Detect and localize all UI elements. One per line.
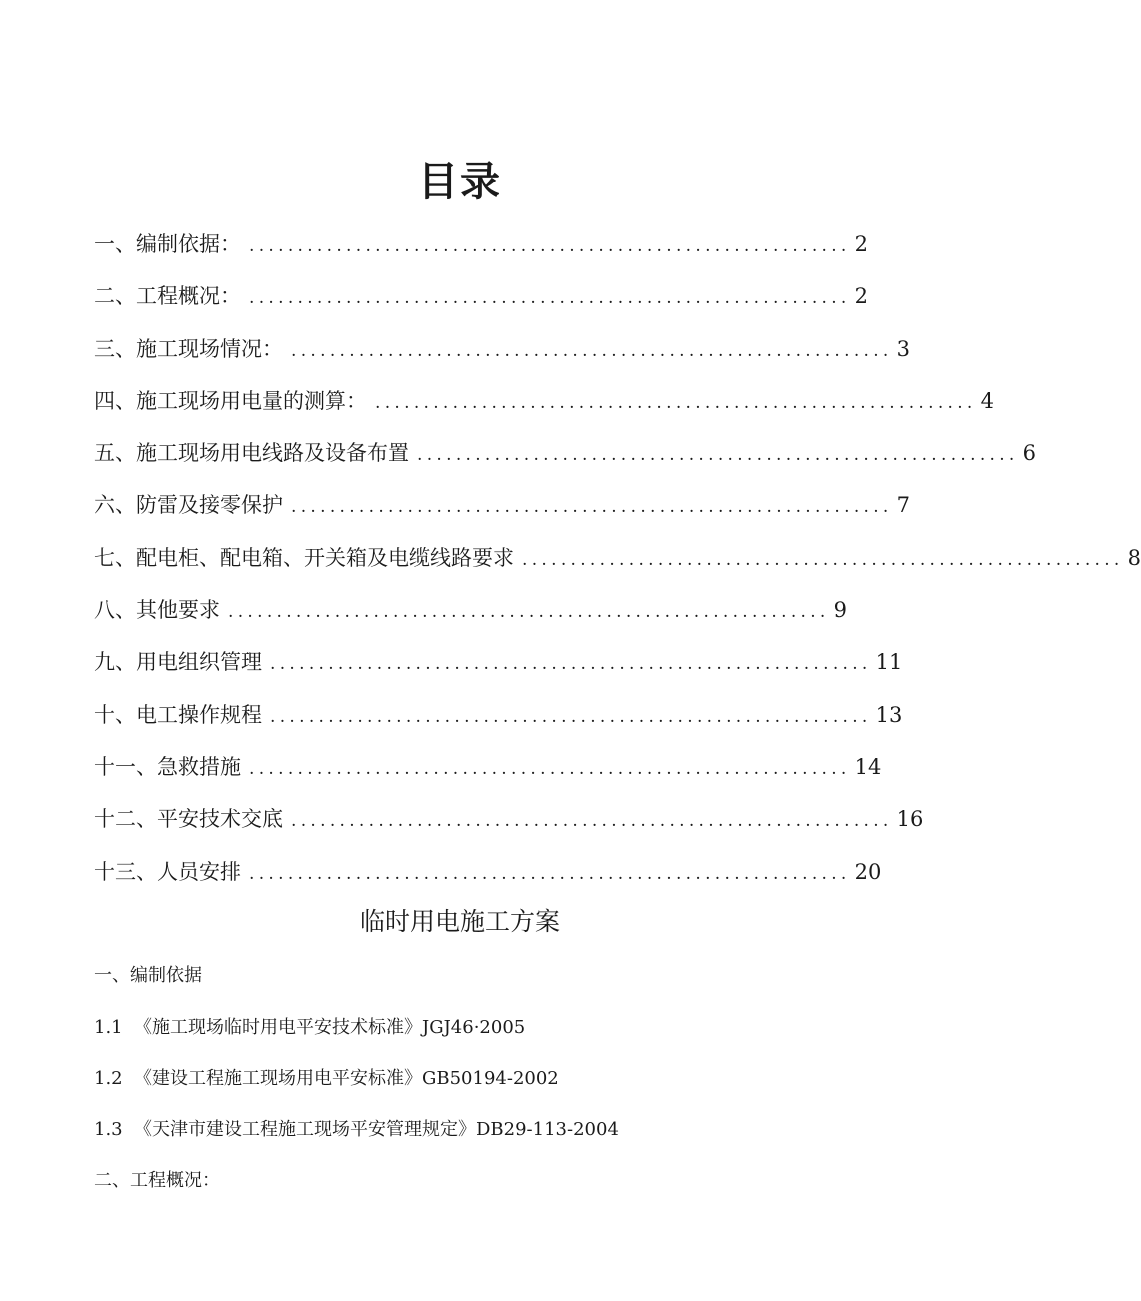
reference-number: 1.2 <box>94 1068 123 1089</box>
toc-entry[interactable] <box>94 226 869 278</box>
toc-leader-dots: .............................................................. <box>522 549 1124 570</box>
toc-leader-dots: .............................................................. <box>375 392 977 413</box>
toc-entry[interactable] <box>94 644 903 696</box>
reference-text: 《建设工程施工现场用电平安标准》GB50194-2002 <box>134 1068 559 1089</box>
toc-entry-label: 八、其他要求 <box>94 598 220 623</box>
reference-text: 《施工现场临时用电平安技术标准》JGJ46·2005 <box>134 1017 526 1038</box>
toc-entry-label: 十一、急救措施 <box>94 754 241 779</box>
toc-entry[interactable] <box>94 487 911 539</box>
reference-item <box>94 1115 619 1141</box>
toc-title: 目录 <box>418 159 502 205</box>
section-heading-basis: 一、编制依据 <box>94 965 202 986</box>
toc-leader-dots: .............................................................. <box>291 811 893 832</box>
toc-leader-dots: .............................................................. <box>417 445 1019 466</box>
toc-entry-page: 3 <box>896 336 911 361</box>
reference-item <box>94 1064 559 1090</box>
toc-entry-page: 20 <box>854 859 882 884</box>
toc-leader-dots: .............................................................. <box>228 602 830 623</box>
toc-entry[interactable] <box>94 592 848 644</box>
toc-entry[interactable] <box>94 540 1141 592</box>
toc-entry-page: 8 <box>1127 545 1141 570</box>
toc-entry-page: 14 <box>854 754 882 779</box>
toc-leader-dots: .............................................................. <box>291 497 893 518</box>
toc-entry-page: 7 <box>896 493 911 518</box>
section-heading-overview: 二、工程概况： <box>94 1170 220 1191</box>
toc-entry-page: 13 <box>875 702 903 727</box>
toc-leader-dots: .............................................................. <box>270 706 872 727</box>
toc-entry[interactable] <box>94 435 1037 487</box>
toc-leader-dots: .............................................................. <box>249 863 851 884</box>
toc-leader-dots: .............................................................. <box>249 288 851 309</box>
toc-entry-page: 11 <box>875 650 903 675</box>
toc-leader-dots: .............................................................. <box>270 654 872 675</box>
reference-number: 1.1 <box>94 1017 123 1038</box>
toc-leader-dots: .............................................................. <box>291 340 893 361</box>
toc-entry-page: 9 <box>833 598 848 623</box>
toc-entry-label: 九、用电组织管理 <box>94 650 262 675</box>
toc-list <box>94 226 1141 906</box>
toc-entry-label: 六、防雷及接零保护 <box>94 493 283 518</box>
toc-entry-label: 四、施工现场用电量的测算： <box>94 388 367 413</box>
reference-item <box>94 1013 525 1039</box>
toc-entry-page: 6 <box>1022 441 1037 466</box>
toc-entry[interactable] <box>94 278 869 330</box>
toc-entry-label: 十、电工操作规程 <box>94 702 262 727</box>
toc-leader-dots: .............................................................. <box>249 236 851 256</box>
toc-entry-page: 16 <box>896 807 924 832</box>
toc-entry[interactable] <box>94 854 882 906</box>
toc-entry[interactable] <box>94 801 924 853</box>
toc-entry-label: 十二、平安技术交底 <box>94 807 283 832</box>
toc-entry[interactable] <box>94 697 903 749</box>
toc-entry-label: 二、工程概况： <box>94 284 241 309</box>
toc-entry-page: 2 <box>854 232 869 256</box>
reference-text: 《天津市建设工程施工现场平安管理规定》DB29-113-2004 <box>134 1119 619 1140</box>
document-title: 临时用电施工方案 <box>359 907 560 936</box>
toc-entry[interactable] <box>94 331 911 383</box>
toc-entry-page: 4 <box>980 388 995 413</box>
toc-entry-label: 十三、人员安排 <box>94 859 241 884</box>
toc-entry-label: 七、配电柜、配电箱、开关箱及电缆线路要求 <box>94 545 514 570</box>
toc-entry-label: 三、施工现场情况： <box>94 336 283 361</box>
toc-entry[interactable] <box>94 383 995 435</box>
toc-entry-label: 一、编制依据： <box>94 232 241 256</box>
toc-leader-dots: .............................................................. <box>249 758 851 779</box>
toc-entry-page: 2 <box>854 284 869 309</box>
toc-entry-label: 五、施工现场用电线路及设备布置 <box>94 441 409 466</box>
reference-number: 1.3 <box>94 1119 123 1140</box>
toc-entry[interactable] <box>94 749 882 801</box>
